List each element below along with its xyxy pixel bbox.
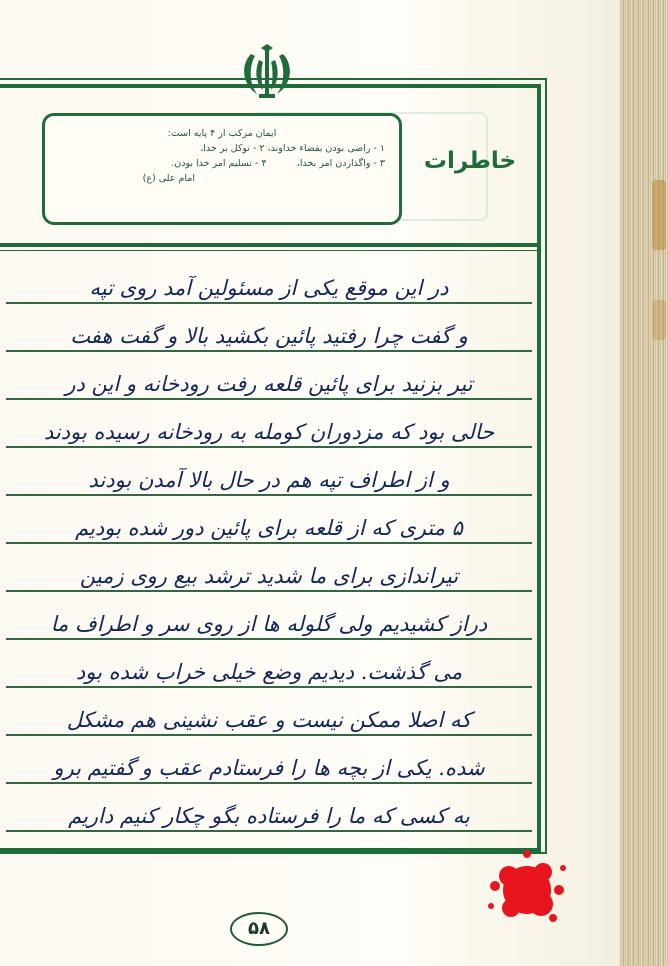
book-page-edges [620, 0, 668, 966]
iran-emblem-icon [237, 44, 297, 102]
ruled-line [6, 830, 532, 832]
ruled-line [6, 734, 532, 736]
ruled-line [6, 398, 532, 400]
quote-heading: ایمان مرکب از ۴ پایه است: [167, 128, 277, 139]
handwritten-line: و از اطراف تپه هم در حال بالا آمدن بودند [88, 468, 450, 492]
ruled-line [6, 350, 532, 352]
handwritten-line: و گفت چرا رفتید پائین بکشید بالا و گفت هفت [70, 324, 468, 348]
handwritten-line: شده. یکی از بچه ها را فرستادم عقب و گفتیم برو [53, 756, 485, 780]
ruled-line [6, 782, 532, 784]
page-title: خاطرات [423, 148, 517, 174]
handwritten-line: تیر بزنید برای پائین قلعه رفت رودخانه و این در [65, 372, 473, 396]
ruled-line [6, 302, 532, 304]
handwritten-line: می گذشت. دیدیم وضع خیلی خراب شده بود [75, 660, 463, 684]
handwritten-line: حالی بود که مزدوران کومله به رودخانه رسیده بودند [43, 420, 495, 444]
ruled-line [6, 542, 532, 544]
handwritten-line: تیراندازی برای ما شدید ترشد بیع روی زمین [79, 564, 459, 588]
quote-attribution: امام علی (ع) [142, 173, 195, 184]
quote-line: ۱ - راضی بودن بقضاء خداوند، ۲ - توکل بر خدا، [200, 143, 385, 154]
red-ink-stain [483, 846, 569, 932]
quote-line: ۳ - واگذاردن امر بخدا، ۴ - تسلیم امر خدا بودن. [171, 158, 385, 169]
handwritten-line: که اصلا ممکن نیست و عقب نشینی هم مشکل [66, 708, 472, 732]
handwritten-line: ۵ متری که از قلعه برای پائین دور شده بودیم [75, 516, 463, 540]
page-number: ۵۸ [230, 912, 288, 946]
ruled-line [6, 638, 532, 640]
handwritten-line: دراز کشیدیم ولی گلوله ها از روی سر و اطراف ما [50, 612, 488, 636]
handwritten-line: به کسی که ما را فرستاده بگو چکار کنیم داریم [68, 804, 470, 828]
quote-box [42, 113, 402, 225]
ruled-line [6, 590, 532, 592]
header-divider-thin [0, 250, 541, 251]
ruled-line [6, 494, 532, 496]
header-divider [0, 243, 541, 247]
page-edge-stain [652, 300, 666, 340]
page-edge-stain [652, 180, 666, 250]
handwritten-line: در این موقع یکی از مسئولین آمد روی تپه [89, 276, 449, 300]
ruled-line [6, 446, 532, 448]
ruled-line [6, 686, 532, 688]
